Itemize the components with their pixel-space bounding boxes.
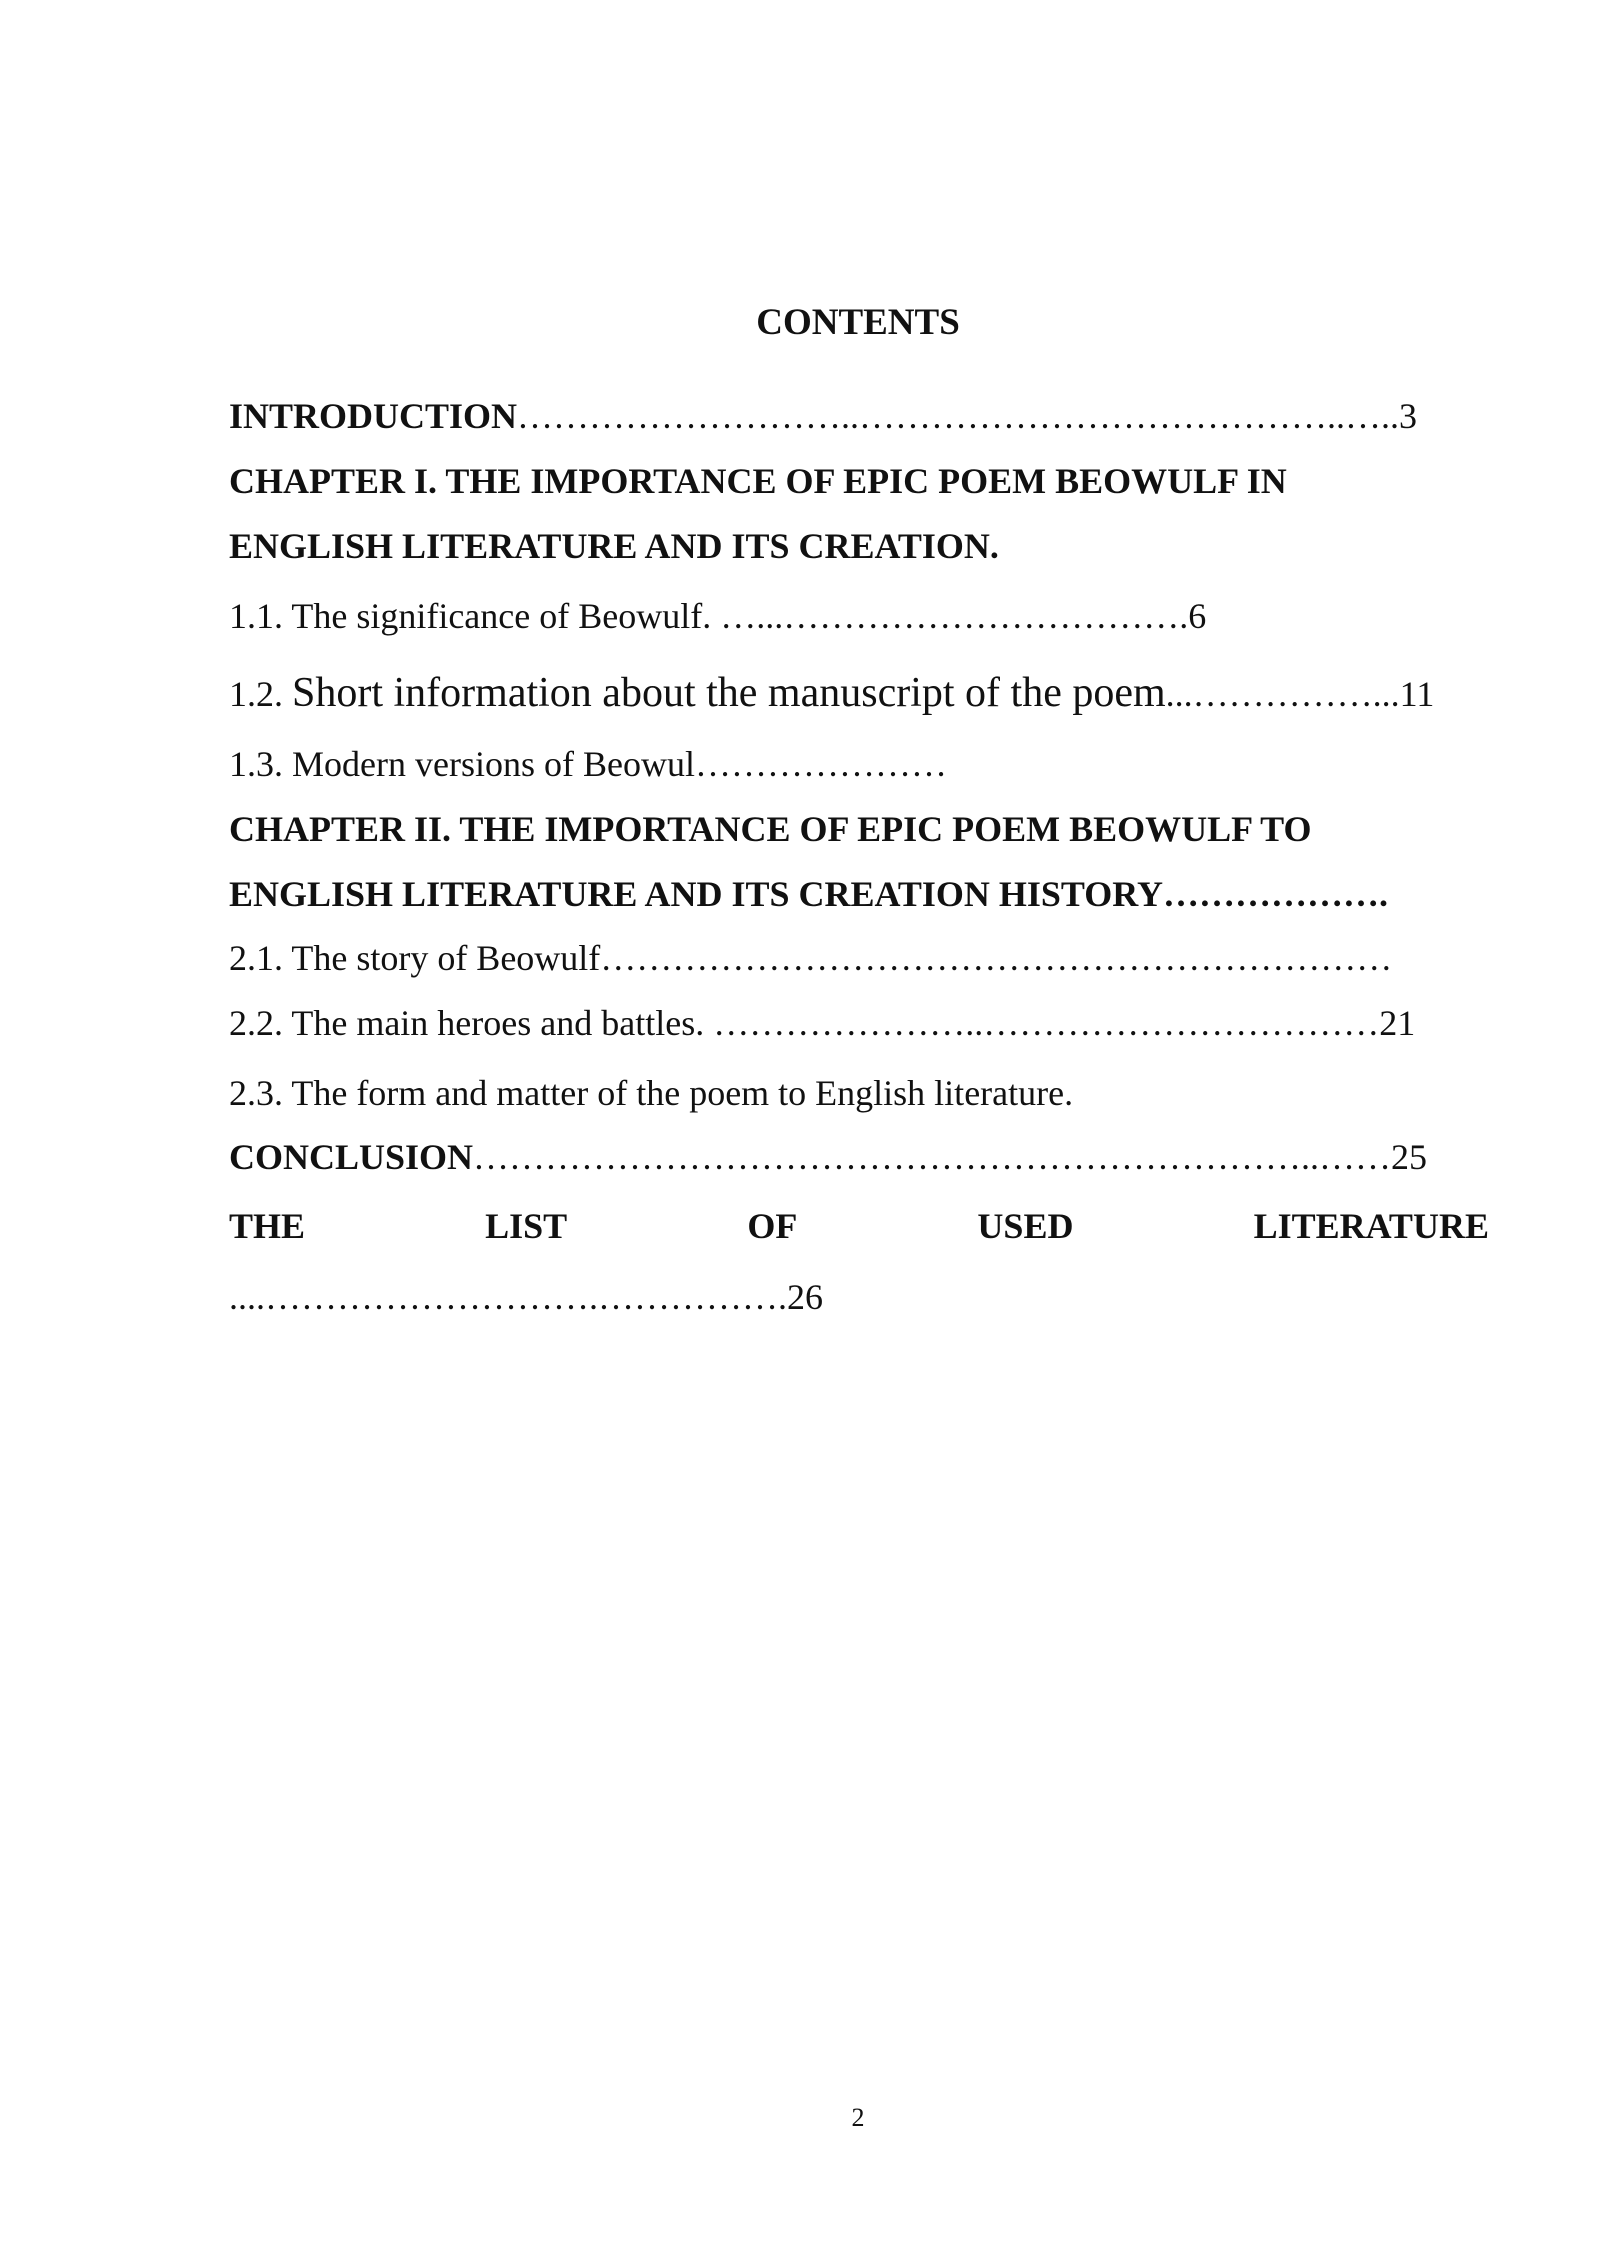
toc-page-number: .26 — [778, 1277, 823, 1317]
toc-entry-label: INTRODUCTION — [229, 396, 518, 436]
toc-entry-conclusion — [229, 1139, 1427, 1175]
toc-leader-dots: ………………… — [694, 744, 947, 784]
toc-leader-dots: ……………………………………………………………..…… — [473, 1137, 1392, 1177]
toc-entry-1-1 — [229, 598, 1206, 634]
contents-heading: CONTENTS — [756, 302, 960, 343]
toc-leader-dots: ………………………………………………………… — [600, 938, 1393, 978]
toc-entry-literature-line-2 — [229, 1279, 823, 1315]
toc-chapter-1-line-2: ENGLISH LITERATURE AND ITS CREATION. — [229, 526, 999, 566]
toc-entry-label: 2.2. The main heroes and battles. — [229, 1003, 714, 1043]
toc-page-number: 3 — [1399, 396, 1418, 436]
toc-entry-label: ENGLISH LITERATURE AND ITS CREATION HISTORY — [229, 874, 1163, 914]
toc-entry-literature-line-1 — [229, 1208, 1489, 1244]
toc-word: LITERATURE — [1253, 1206, 1489, 1246]
toc-entry-label: Short information about the manuscript of the poem — [292, 670, 1166, 716]
toc-entry-1-2 — [229, 672, 1434, 714]
toc-entry-label: 2.1. The story of Beowulf — [229, 938, 601, 978]
page-number: 2 — [851, 2103, 865, 2132]
toc-entry-introduction — [229, 398, 1417, 434]
toc-leader-dots: ………………. — [1162, 874, 1388, 914]
toc-chapter-1-line-1: CHAPTER I. THE IMPORTANCE OF EPIC POEM BEOWULF IN — [229, 461, 1287, 501]
toc-entry-2-2 — [229, 1005, 1415, 1041]
toc-word: LIST — [485, 1206, 568, 1246]
toc-entry-label: 1.3. Modern versions of Beowul — [229, 744, 695, 784]
toc-page-number: 11 — [1399, 674, 1435, 714]
toc-entry-label: 2.3. The form and matter of the poem to English literature. — [229, 1073, 1074, 1113]
toc-word: OF — [747, 1206, 798, 1246]
toc-leader-dots: …………………..…………………………… — [713, 1003, 1380, 1043]
toc-entry-number: 1.2. — [229, 674, 292, 714]
toc-word: THE — [229, 1206, 306, 1246]
toc-page-number: 21 — [1379, 1003, 1416, 1043]
toc-entry-1-3 — [229, 746, 947, 782]
toc-entry-label: CONCLUSION — [229, 1137, 474, 1177]
toc-word: USED — [977, 1206, 1074, 1246]
toc-entry-2-1 — [229, 940, 1392, 976]
toc-leader-dots: ....……………………….…………… — [229, 1277, 778, 1317]
toc-entry-label: 1.1. The significance of Beowulf — [229, 596, 703, 636]
toc-chapter-2-line-2 — [229, 876, 1388, 912]
toc-page-number: .6 — [1179, 596, 1207, 636]
toc-page-number: 25 — [1391, 1137, 1428, 1177]
toc-leader-dots: ………………………..…………………………………..….. — [517, 396, 1400, 436]
toc-entry-2-3 — [229, 1075, 1073, 1111]
toc-chapter-2-line-1: CHAPTER II. THE IMPORTANCE OF EPIC POEM BEOWULF TO — [229, 809, 1312, 849]
toc-leader-dots: ...……………... — [1165, 674, 1400, 714]
toc-leader-dots: . …...…………………………… — [702, 596, 1180, 636]
